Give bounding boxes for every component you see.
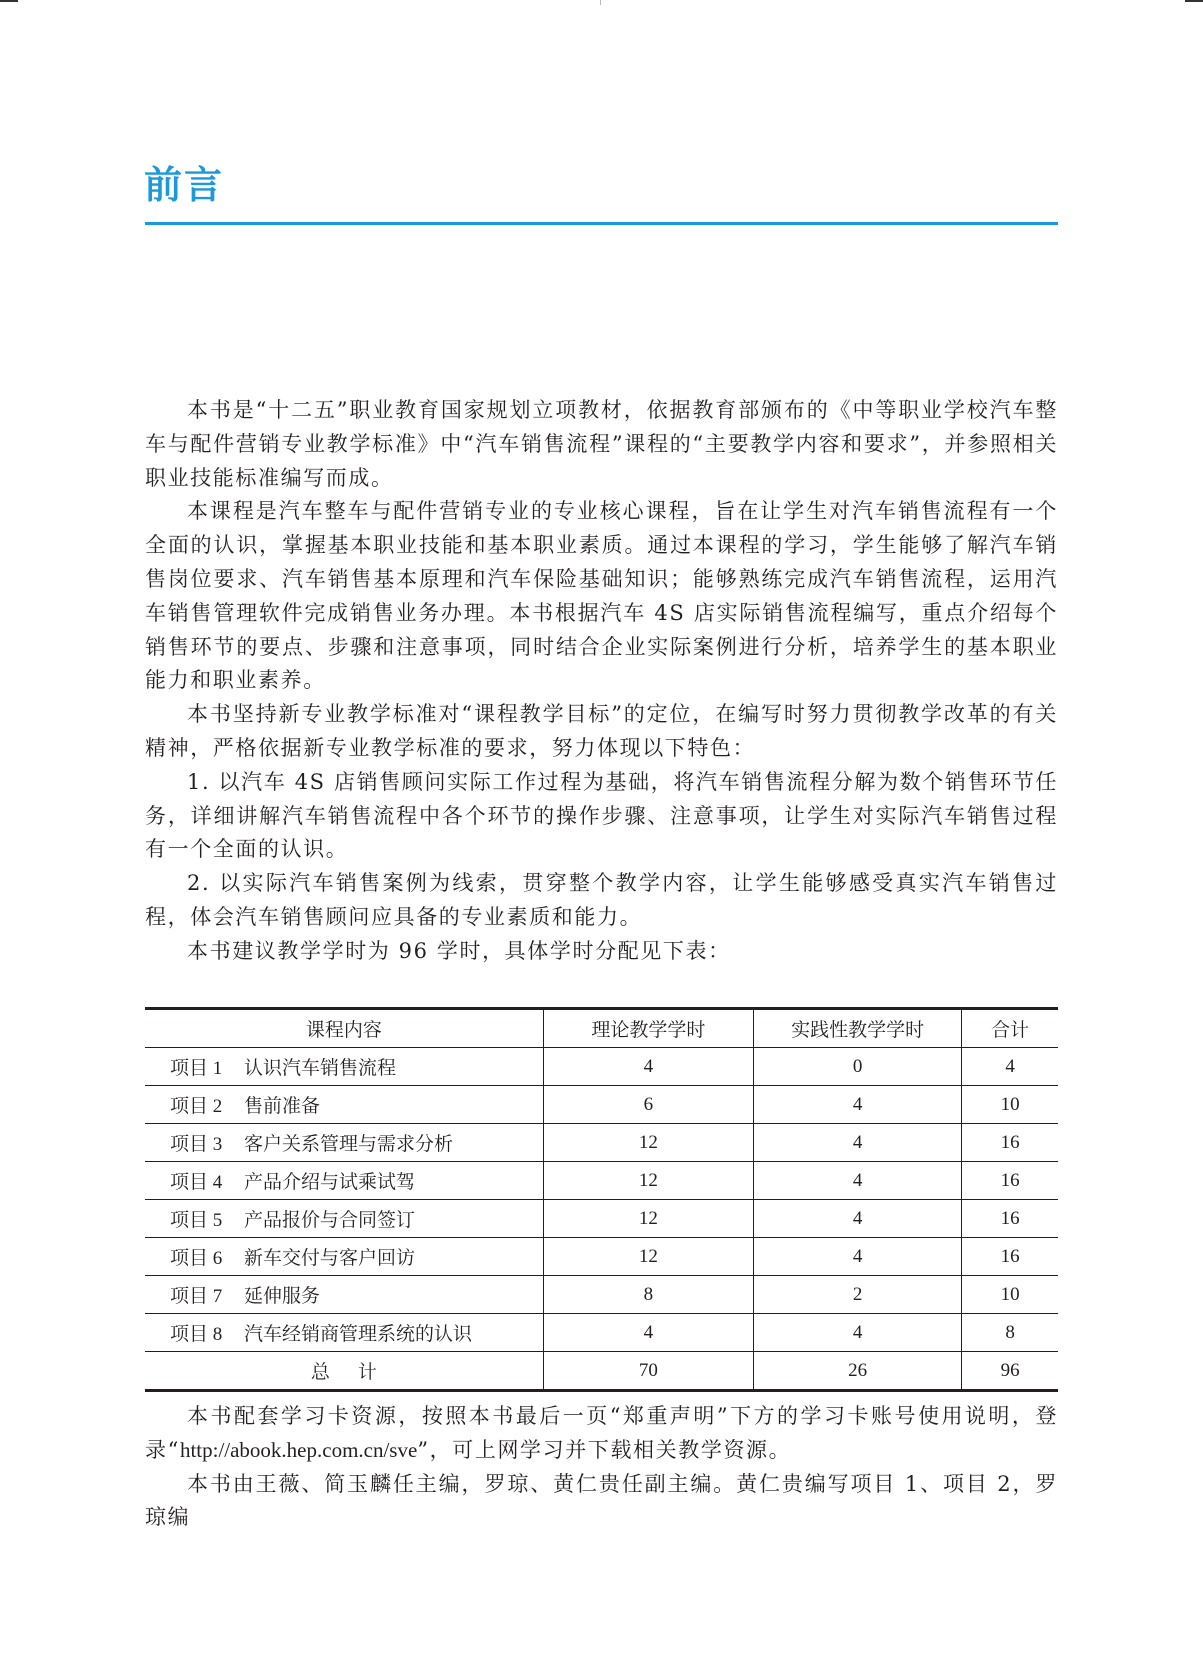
project-number: 项目 6 — [170, 1248, 223, 1269]
practice-hours-cell: 4 — [754, 1200, 962, 1238]
paragraph-hours-intro: 本书建议教学学时为 96 学时，具体学时分配见下表： — [187, 938, 731, 963]
theory-hours-cell: 12 — [543, 1124, 753, 1162]
project-number: 项目 2 — [170, 1096, 223, 1117]
total-hours-cell: 10 — [962, 1086, 1058, 1124]
course-cell — [145, 1200, 543, 1238]
total-hours-cell: 8 — [962, 1314, 1058, 1352]
course-cell — [145, 1276, 543, 1314]
resource-url: http://abook.hep.com.cn/sve — [179, 1437, 418, 1462]
header-practice-hours: 实践性教学学时 — [754, 1009, 962, 1048]
table-row — [145, 1200, 1058, 1238]
course-cell — [145, 1048, 543, 1086]
project-name: 产品介绍与试乘试驾 — [244, 1172, 416, 1193]
total-hours-cell: 16 — [962, 1162, 1058, 1200]
total-practice-cell: 26 — [754, 1352, 962, 1391]
preface-body-continued — [145, 1400, 1058, 1535]
course-cell — [145, 1238, 543, 1276]
total-hours-cell: 4 — [962, 1048, 1058, 1086]
total-hours-cell: 10 — [962, 1276, 1058, 1314]
practice-hours-cell: 4 — [754, 1162, 962, 1200]
project-number: 项目 8 — [170, 1324, 223, 1345]
paragraph-editors: 本书由王薇、简玉麟任主编，罗琼、黄仁贵任副主编。黄仁贵编写项目 1、项目 2，罗琼编 — [145, 1471, 1058, 1530]
project-name: 产品报价与合同签订 — [244, 1210, 416, 1231]
table-row — [145, 1162, 1058, 1200]
hours-table — [145, 1007, 1058, 1392]
paragraph-resources — [145, 1400, 1058, 1468]
table-row — [145, 1086, 1058, 1124]
grand-total-cell: 96 — [962, 1352, 1058, 1391]
practice-hours-cell: 4 — [754, 1314, 962, 1352]
total-hours-cell: 16 — [962, 1200, 1058, 1238]
header-total: 合计 — [962, 1009, 1058, 1048]
project-number: 项目 1 — [170, 1058, 223, 1079]
project-number: 项目 5 — [170, 1210, 223, 1231]
table-total-row — [145, 1352, 1058, 1391]
course-cell — [145, 1162, 543, 1200]
page-title: 前言 — [144, 163, 225, 207]
resource-text-prefix: 本书配套学习卡资源，按照本书最后一页“郑重声明”下方的学习卡账号使用说明，登录“ — [145, 1404, 1058, 1462]
theory-hours-cell: 4 — [543, 1314, 753, 1352]
project-name: 客户关系管理与需求分析 — [244, 1134, 454, 1155]
course-cell — [145, 1314, 543, 1352]
theory-hours-cell: 4 — [543, 1048, 753, 1086]
project-name: 汽车经销商管理系统的认识 — [244, 1324, 473, 1345]
table-row — [145, 1314, 1058, 1352]
crop-mark-top-center — [600, 0, 601, 5]
crop-mark-top-right — [1185, 0, 1203, 2]
theory-hours-cell: 12 — [543, 1238, 753, 1276]
project-name: 新车交付与客户回访 — [244, 1248, 416, 1269]
hours-table-wrapper — [145, 1007, 1058, 1392]
table-row — [145, 1048, 1058, 1086]
project-number: 项目 7 — [170, 1286, 223, 1307]
crop-mark-top-left — [0, 0, 18, 2]
practice-hours-cell: 0 — [754, 1048, 962, 1086]
paragraph-intro: 本书是“十二五”职业教育国家规划立项教材，依据教育部颁布的《中等职业学校汽车整车与配件营销专业教学标准》中“汽车销售流程”课程的“主要教学内容和要求”，并参照相关职业技能标准编写而成。 — [145, 398, 1058, 490]
total-label: 总计 — [310, 1362, 405, 1383]
paragraph-feature-2: 2. 以实际汽车销售案例为线索，贯穿整个教学内容，让学生能够感受真实汽车销售过程，体会汽车销售顾问应具备的专业素质和能力。 — [145, 871, 1058, 929]
practice-hours-cell: 4 — [754, 1124, 962, 1162]
theory-hours-cell: 6 — [543, 1086, 753, 1124]
theory-hours-cell: 12 — [543, 1162, 753, 1200]
table-row — [145, 1276, 1058, 1314]
header-course: 课程内容 — [145, 1009, 543, 1048]
practice-hours-cell: 4 — [754, 1086, 962, 1124]
table-header-row — [145, 1009, 1058, 1048]
project-number: 项目 4 — [170, 1172, 223, 1193]
paragraph-feature-1: 1. 以汽车 4S 店销售顾问实际工作过程为基础，将汽车销售流程分解为数个销售环节任务，详细讲解汽车销售流程中各个环节的操作步骤、注意事项，让学生对实际汽车销售过程有一个全面的认识。 — [145, 769, 1058, 862]
resource-text-suffix: ”，可上网学习并下载相关教学资源。 — [417, 1437, 792, 1462]
total-theory-cell: 70 — [543, 1352, 753, 1391]
project-name: 认识汽车销售流程 — [244, 1058, 397, 1079]
total-hours-cell: 16 — [962, 1238, 1058, 1276]
project-number: 项目 3 — [170, 1134, 223, 1155]
practice-hours-cell: 2 — [754, 1276, 962, 1314]
paragraph-features-intro: 本书坚持新专业教学标准对“课程教学目标”的定位，在编写时努力贯彻教学改革的有关精神，严格依据新专业教学标准的要求，努力体现以下特色： — [145, 702, 1058, 760]
preface-body — [145, 394, 1058, 969]
project-name: 延伸服务 — [244, 1286, 321, 1307]
table-row — [145, 1238, 1058, 1276]
paragraph-course: 本课程是汽车整车与配件营销专业的专业核心课程，旨在让学生对汽车销售流程有一个全面的认识，掌握基本职业技能和基本职业素质。通过本课程的学习，学生能够了解汽车销售岗位要求、汽车销售基本原理和汽车保险基础知识；能够熟练完成汽车销售流程，运用汽车销售管理软件完成销售业务办理。本书根据汽车 4S 店实际销售流程编写，重点介绍每个销售环节的要点、步骤和注意事项，同时结合企业实际案例进行分析，培养学生的基本职业能力和职业素养。 — [145, 499, 1058, 693]
course-cell — [145, 1086, 543, 1124]
title-divider — [145, 222, 1058, 225]
course-cell — [145, 1124, 543, 1162]
theory-hours-cell: 12 — [543, 1200, 753, 1238]
total-hours-cell: 16 — [962, 1124, 1058, 1162]
theory-hours-cell: 8 — [543, 1276, 753, 1314]
header-theory-hours: 理论教学学时 — [543, 1009, 753, 1048]
table-row — [145, 1124, 1058, 1162]
total-label-cell — [145, 1352, 543, 1391]
project-name: 售前准备 — [244, 1096, 321, 1117]
practice-hours-cell: 4 — [754, 1238, 962, 1276]
